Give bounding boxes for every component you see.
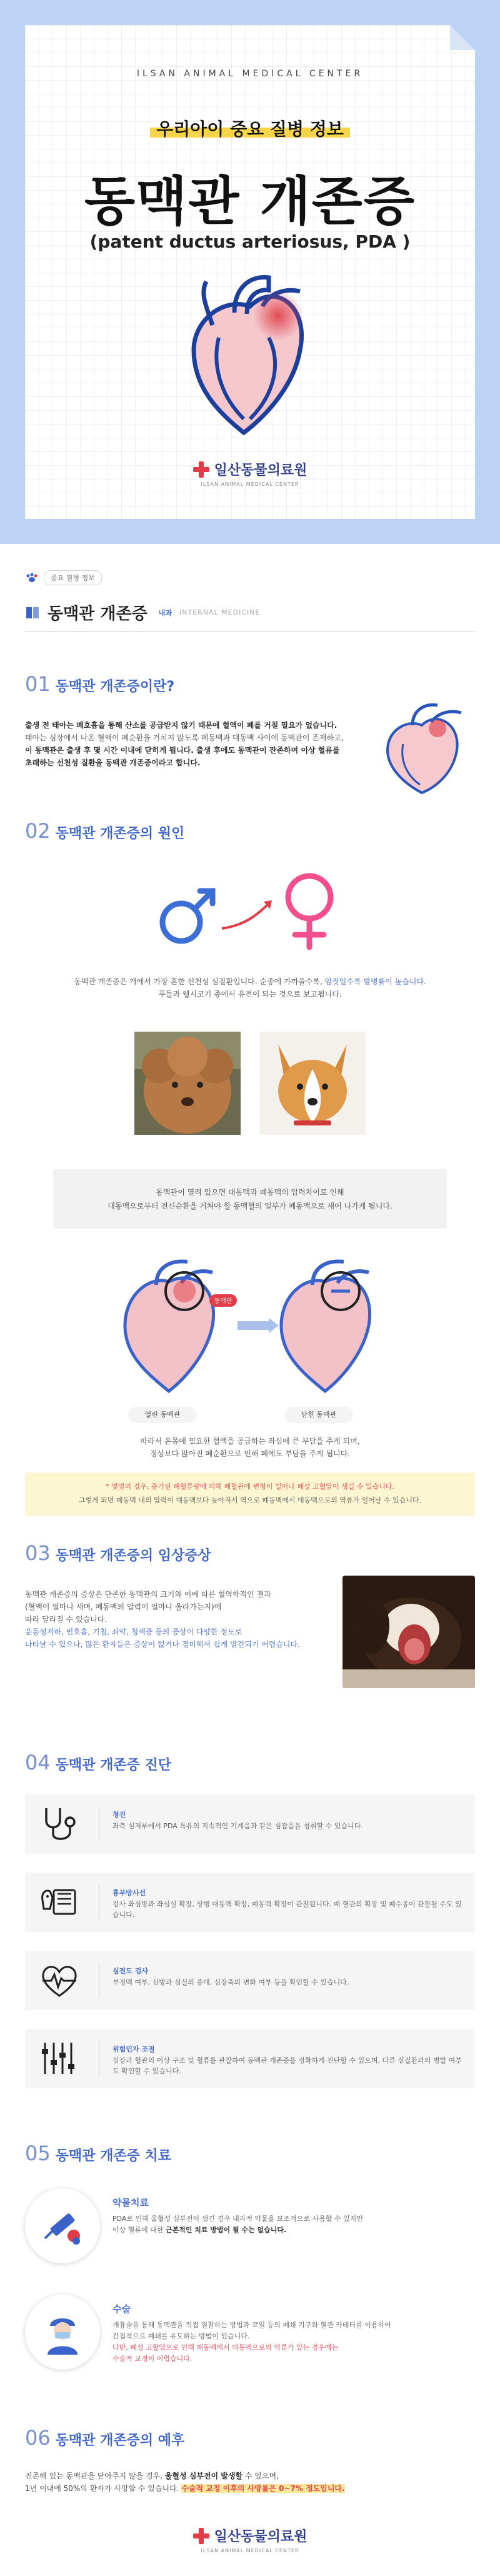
section-3-text (25, 1588, 331, 1651)
treatment-title: 수술 (112, 2303, 131, 2315)
section-2-heading (25, 819, 184, 843)
diagnosis-title: 심전도 검사 (112, 1967, 148, 1975)
section-number: 04 (25, 1751, 51, 1774)
page-title: 동맥관 개존증 (48, 605, 148, 623)
heart-illustration (175, 269, 325, 438)
section-5-heading (25, 2141, 171, 2165)
breadcrumb-item[interactable]: 중요 질병 정보 (44, 570, 102, 585)
hero-card (25, 25, 475, 519)
diagram-tag: 동맥관 (214, 1298, 232, 1305)
section-1-text (25, 719, 362, 769)
treatment-title: 약물치료 (112, 2197, 149, 2208)
diagnosis-desc: 좌측 심저부에서 PDA 특유의 지속적인 기계음과 같은 심잡음을 청취할 수 있습니다. (112, 1822, 363, 1830)
diagnosis-card (25, 1794, 475, 1854)
text-line: 동맥관이 열려 있으면 대동맥과 폐동맥의 압력차이로 인해 (156, 1188, 344, 1197)
text-line: 초래하는 선천성 질환을 동맥관 개존증이라고 합니다. (25, 758, 201, 767)
section-3-heading (25, 1541, 211, 1565)
section-title: 동맥관 개존증 치료 (55, 2148, 172, 2164)
medical-cross-icon (193, 2528, 209, 2544)
text-line: 태아는 심장에서 나온 혈액이 폐순환을 거치지 않도록 폐동맥과 대동맥 사이에 동맥관이 존재하고, (25, 733, 344, 742)
diagnosis-title: 흉부방사선 (112, 1889, 146, 1897)
section-title: 동맥관 개존증이란? (55, 679, 175, 695)
yawning-puppy-photo (342, 1576, 475, 1688)
diagnosis-card (25, 1873, 475, 1932)
book-icon (25, 605, 40, 620)
diagnosis-desc: 심장과 혈관의 이상 구조 및 혈류를 관찰하여 동맥관 개존증을 정확하게 진단할 수 있으며, 다른 심질환과의 병발 여부도 확인할 수 있습니다. (112, 2056, 462, 2075)
heart-diagram-icon (375, 700, 469, 794)
medical-cross-icon (193, 461, 209, 478)
diagnosis-desc: 부정맥 여부, 심방과 심실의 증대, 심장축의 변화 여부 등을 확인할 수 있습니다. (112, 1978, 349, 1986)
section-title: 동맥관 개존증의 임상증상 (55, 1548, 211, 1564)
treatment-desc (112, 2213, 469, 2236)
text-line: 이상 혈류에 대한 (112, 2226, 166, 2234)
hero-banner (0, 0, 500, 544)
section-number: 02 (25, 819, 51, 843)
male-symbol-icon (162, 891, 212, 941)
logo-name: 일산동물의료원 (214, 2529, 308, 2545)
syringe-icon (38, 2201, 88, 2251)
diagnosis-desc: 검사 좌심방과 좌심실 확장, 상행 대동맥 확장, 폐동맥 확장이 관찰됩니다. 폐 혈관의 확장 및 폐수종이 관찰될 수도 있습니다. (112, 1900, 462, 1919)
section-6-text (25, 2470, 475, 2495)
section-title: 동맥관 개존증의 원인 (55, 826, 185, 842)
section-title: 동맥관 개존증 진단 (55, 1758, 172, 1773)
text-line: 푸들과 웰시코기 종에서 유전이 되는 것으로 보고됩니다. (158, 990, 342, 999)
footer-logo (0, 2526, 500, 2553)
xray-dog-icon (39, 1881, 80, 1923)
page-header (25, 594, 475, 631)
closed-ductus-heart-icon (281, 1261, 370, 1391)
text-line: 수술적 교정이 어렵습니다. (112, 2355, 192, 2363)
section-number: 03 (25, 1541, 51, 1565)
section-2-text-2 (25, 1435, 475, 1460)
section-title: 동맥관 개존증의 예후 (55, 2433, 185, 2448)
text-line: 개흉술을 통해 동맥관을 직접 결찰하는 방법과 코일 등의 폐쇄 기구와 혈관 카테터를 이용하여 (112, 2321, 391, 2329)
icon-circle (25, 2188, 100, 2263)
text-line: 수 있으며, (242, 2472, 279, 2480)
section-number: 05 (25, 2141, 51, 2165)
highlight-text: 수술적 교정 이후의 사망률은 0~7% 정도입니다. (181, 2484, 345, 2493)
hero-subtitle: (patent ductus arteriosus, PDA ) (89, 231, 411, 252)
paper-fold (450, 25, 475, 50)
text-line: 간접적으로 폐쇄를 유도하는 방법이 있습니다. (112, 2332, 250, 2340)
female-symbol-icon (288, 876, 331, 947)
text-line: 출생 전 태아는 폐호흡을 통해 산소를 공급받지 않기 때문에 혈액이 폐를 거칠 필요가 없습니다. (25, 721, 338, 730)
hero-title: 동맥관 개존증 (84, 171, 416, 232)
label-closed-ductus: 닫힌 동맥관 (284, 1407, 353, 1423)
text-line: 나타날 수 있으나, 많은 환자들은 증상이 없거나 경미해서 쉽게 발견되기 어렵습니다. (25, 1640, 300, 1649)
text-line: (혈액이 얼마나 새며, 폐동맥의 압력이 얼마나 올라가는지)에 (25, 1602, 222, 1611)
surgeon-icon (38, 2307, 88, 2357)
section-number: 06 (25, 2426, 51, 2450)
text-line: 동맥관 개존증의 증상은 단존한 동맥관의 크기와 이에 따른 혈역학적인 결과 (25, 1590, 271, 1599)
alert-line: * 몇몇의 경우, 증가된 폐혈류량에 의해 폐혈관에 변형이 일어나 폐성 고혈압이 생길 수 있습니다. (106, 1482, 394, 1491)
alert-line: 그렇게 되면 폐동맥 내의 압력이 대동맥보다 높아져서 역으로 폐동맥에서 대동맥으로의 역류가 일어날 수 있습니다. (78, 1496, 422, 1504)
text-line: 따라 달라질 수 있습니다. (25, 1615, 108, 1624)
text-line: 정상보다 많아진 폐순환으로 인해 폐에도 부담을 주게 됩니다. (149, 1449, 351, 1458)
ductus-comparison-diagram (112, 1257, 388, 1394)
category-english: INTERNAL MEDICINE (179, 608, 261, 616)
info-tag: 우리아이 중요 질병 정보 (150, 116, 350, 141)
poodle-photo (134, 1032, 241, 1135)
center-name: ILSAN ANIMAL MEDICAL CENTER (136, 69, 364, 79)
bold-text: 울혈성 심부전이 발생할 (164, 2472, 243, 2480)
ultrasound-icon (39, 2038, 80, 2079)
treatment-desc (112, 2320, 469, 2365)
section-4-heading (25, 1751, 171, 1774)
logo-name: 일산동물의료원 (214, 463, 308, 478)
text-line: 이 동맥관은 출생 후 몇 시간 이내에 닫히게 됩니다. 출생 후에도 동맥관이 잔존하여 이상 혈류를 (25, 746, 340, 755)
bold-text: 근본적인 치료 방법이 될 수는 없습니다. (165, 2226, 287, 2234)
text-line: 운동성저하, 빈호흡, 기침, 쇠약, 청색증 등의 증상이 다양한 정도로 (25, 1628, 242, 1636)
diagnosis-card (25, 2029, 475, 2088)
diagnosis-card (25, 1951, 475, 2010)
treatment-medication (25, 2182, 475, 2276)
treatment-surgery (25, 2288, 475, 2382)
label-open-ductus: 열린 동맥관 (128, 1407, 197, 1423)
text-line: 동맥관 개존증은 개에서 가장 흔한 선천성 심질환입니다. 순종에 가까울수록, (74, 977, 325, 986)
info-box (53, 1169, 447, 1229)
section-2-text (25, 975, 475, 1000)
stethoscope-icon (39, 1803, 80, 1844)
text-line: 진존해 있는 동맥관을 닫아주지 않을 경우, (25, 2472, 165, 2480)
section-number: 01 (25, 672, 51, 696)
diagnosis-title: 청진 (112, 1811, 126, 1819)
text-line: 따라서 온몸에 필요한 혈액을 공급하는 좌심에 큰 부담을 주게 되며, (140, 1437, 360, 1446)
ecg-heart-icon (39, 1960, 80, 2001)
text-line: 다만, 폐성 고혈압으로 인해 폐동맥에서 대동맥으로의 역류가 있는 경우에는 (112, 2343, 338, 2352)
alert-box (25, 1472, 475, 1516)
diagnosis-title: 위험인자 조절 (112, 2045, 155, 2053)
text-line: PDA로 인해 울혈성 심부전이 생긴 경우 내과적 약물을 보조적으로 사용할 수 있지만 (112, 2215, 363, 2223)
logo-english: ILSAN ANIMAL MEDICAL CENTER (201, 2547, 299, 2553)
section-1-heading (25, 672, 174, 696)
paw-icon (25, 573, 39, 583)
text-line: 1년 이내에 50%의 환자가 사망할 수 있습니다. (25, 2484, 182, 2493)
gender-symbols-illustration (150, 869, 350, 950)
category-label: 내과 (158, 608, 172, 617)
breadcrumb (25, 570, 102, 585)
logo-english: ILSAN ANIMAL MEDICAL CENTER (201, 481, 299, 487)
open-ductus-heart-icon (125, 1261, 214, 1391)
section-6-heading (25, 2426, 184, 2450)
corgi-photo (259, 1032, 366, 1135)
highlight-text: 암컷일수록 발병률이 높습니다. (324, 977, 426, 986)
hero-logo (25, 460, 475, 487)
text-line: 대동맥으로부터 전신순환을 거쳐야 할 동맥혈의 일부가 폐동맥으로 새어 나가게 됩니다. (108, 1202, 392, 1210)
icon-circle (25, 2295, 100, 2370)
